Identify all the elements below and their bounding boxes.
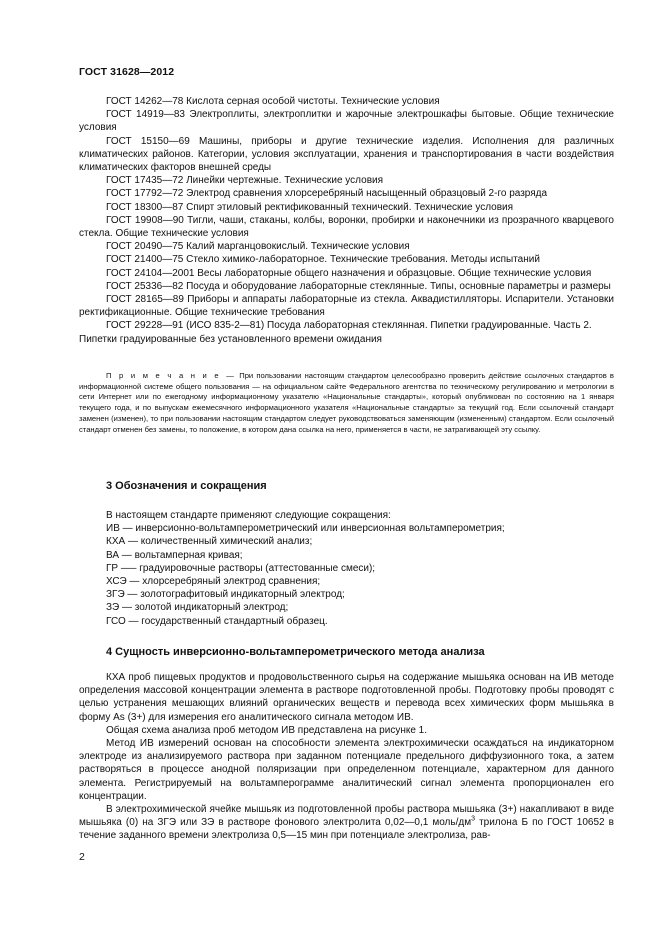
page-number: 2 xyxy=(79,851,85,863)
abbreviation-item: ХСЭ — хлорсеребряный электрод сравнения; xyxy=(106,576,321,588)
paragraph-text: трилона Б по ГОСТ 10652 в течение заданного времени электролиза 0,5—15 мин при потенциале электролиза, рав- xyxy=(79,817,614,842)
reference-item: ГОСТ 21400—75 Стекло химико-лабораторное. Технические требования. Методы испытаний xyxy=(106,254,540,266)
abbreviation-item: ИВ — инверсионно-вольтамперометрический или инверсионная вольтамперометрия; xyxy=(106,523,505,535)
superscript: 3 xyxy=(471,815,475,823)
reference-item: ГОСТ 28165—89 Приборы и аппараты лабораторные из стекла. Аквадистилляторы. Испарители. Установки ректификационные. Общие технические требования xyxy=(79,294,614,319)
reference-item: ГОСТ 25336—82 Посуда и оборудование лабораторные стеклянные. Типы, основные параметры и размеры xyxy=(106,280,611,292)
reference-item: ГОСТ 20490—75 Калий марганцовокислый. Технические условия xyxy=(106,241,410,253)
note-block xyxy=(79,371,614,435)
abbreviations-list xyxy=(79,509,614,628)
abbreviation-item: КХА — количественный химический анализ; xyxy=(106,536,313,548)
reference-item: ГОСТ 17435—72 Линейки чертежные. Технические условия xyxy=(106,175,384,187)
note-label: П р и м е ч а н и е — xyxy=(106,371,237,380)
note-text: При пользовании настоящим стандартом целесообразно проверить действие ссылочных стандартов в информационной системе общего пользования — на официальном сайте Федерального агентства по техническому регулированию и метрологии в сети Интернет или по ежегодному информационному указателю «Национальные стандарты», который опубликован по состоянию на 1 января текущего года, и по выпускам ежемесячного информационного указателя «Национальные стандарты» за текущий год. Если ссылочный стандарт заменен (изменен), то при пользовании настоящим стандартом следует руководствоваться заменяющим (измененным) стандартом. Если ссылочный стандарт отменен без замены, то положение, в котором дана ссылка на него, применяется в части, не затрагивающей эту ссылку. xyxy=(79,371,614,434)
section-4-title: 4 Сущность инверсионно-вольтамперометрического метода анализа xyxy=(106,646,485,658)
reference-item: ГОСТ 14919—83 Электроплиты, электроплитки и жарочные электрошкафы бытовые. Общие технические условия xyxy=(79,109,614,134)
abbreviation-item: ЗЭ — золотой индикаторный электрод; xyxy=(106,602,289,614)
reference-item: ГОСТ 14262—78 Кислота серная особой чистоты. Технические условия xyxy=(106,96,440,107)
paragraph-text: В электрохимической ячейке мышьяк из подготовленной пробы раствора мышьяка (3+) накапливают в виде мышьяка (0) на ЗГЭ или ЗЭ в растворе фонового электролита 0,02—0,1 моль/дм xyxy=(79,804,614,829)
reference-item: ГОСТ 19908—90 Тигли, чаши, стаканы, колбы, воронки, пробирки и наконечники из прозрачного кварцевого стекла. Общие технические условия xyxy=(79,214,614,240)
normative-references-list xyxy=(79,95,614,346)
reference-item: ГОСТ 29228—91 (ИСО 835-2—81) Посуда лабораторная стеклянная. Пипетки градуированные. Часть 2. Пипетки градуированные без установленного времени ожидания xyxy=(79,320,592,345)
paragraph: КХА проб пищевых продуктов и продовольственного сырья на содержание мышьяка основан на ИВ методе определения массовой концентрации элемента в растворе подготовленной пробы. Подготовку пробы проводят с целью устранения мешающих влияний органических веществ и перевода всех химических форм мышьяка в форму As (3+) для измерения его аналитического сигнала методом ИВ. xyxy=(79,672,614,723)
abbreviations-intro: В настоящем стандарте применяют следующие сокращения: xyxy=(106,510,391,521)
section-4-body xyxy=(79,671,614,843)
reference-item: ГОСТ 24104—2001 Весы лабораторные общего назначения и образцовые. Общие технические условия xyxy=(106,267,592,279)
reference-item: ГОСТ 18300—87 Спирт этиловый ректификованный технический. Технические условия xyxy=(106,201,514,213)
abbreviation-item: ВА — вольтамперная кривая; xyxy=(106,549,243,561)
document-header: ГОСТ 31628—2012 xyxy=(79,66,175,78)
section-3-title: 3 Обозначения и сокращения xyxy=(106,480,267,492)
abbreviation-item: ЗГЭ — золотографитовый индикаторный электрод; xyxy=(106,589,345,601)
abbreviation-item: ГР —– градуировочные растворы (аттестованные смеси); xyxy=(106,562,376,574)
paragraph: Метод ИВ измерений основан на способности элемента электрохимически осаждаться на индикаторном электроде из анализируемого раствора при заданном потенциале предельного диффузионного тока, а затем растворяться в процессе анодной поляризации при определенном потенциале, характерном для данного элемента. Регистрируемый на вольтамперограмме аналитический сигнал элемента пропорционален его концентрации. xyxy=(79,738,614,802)
paragraph xyxy=(79,803,614,843)
paragraph: Общая схема анализа проб методом ИВ представлена на рисунке 1. xyxy=(106,724,428,736)
reference-item: ГОСТ 15150—69 Машины, приборы и другие технические изделия. Исполнения для различных климатических районов. Категории, условия эксплуатации, хранения и транспортирования в части воздействия климатических факторов внешней среды xyxy=(79,135,614,174)
reference-item: ГОСТ 17792—72 Электрод сравнения хлорсеребряный насыщенный образцовый 2-го разряда xyxy=(106,188,548,200)
abbreviation-item: ГСО — государственный стандартный образец. xyxy=(106,615,328,627)
